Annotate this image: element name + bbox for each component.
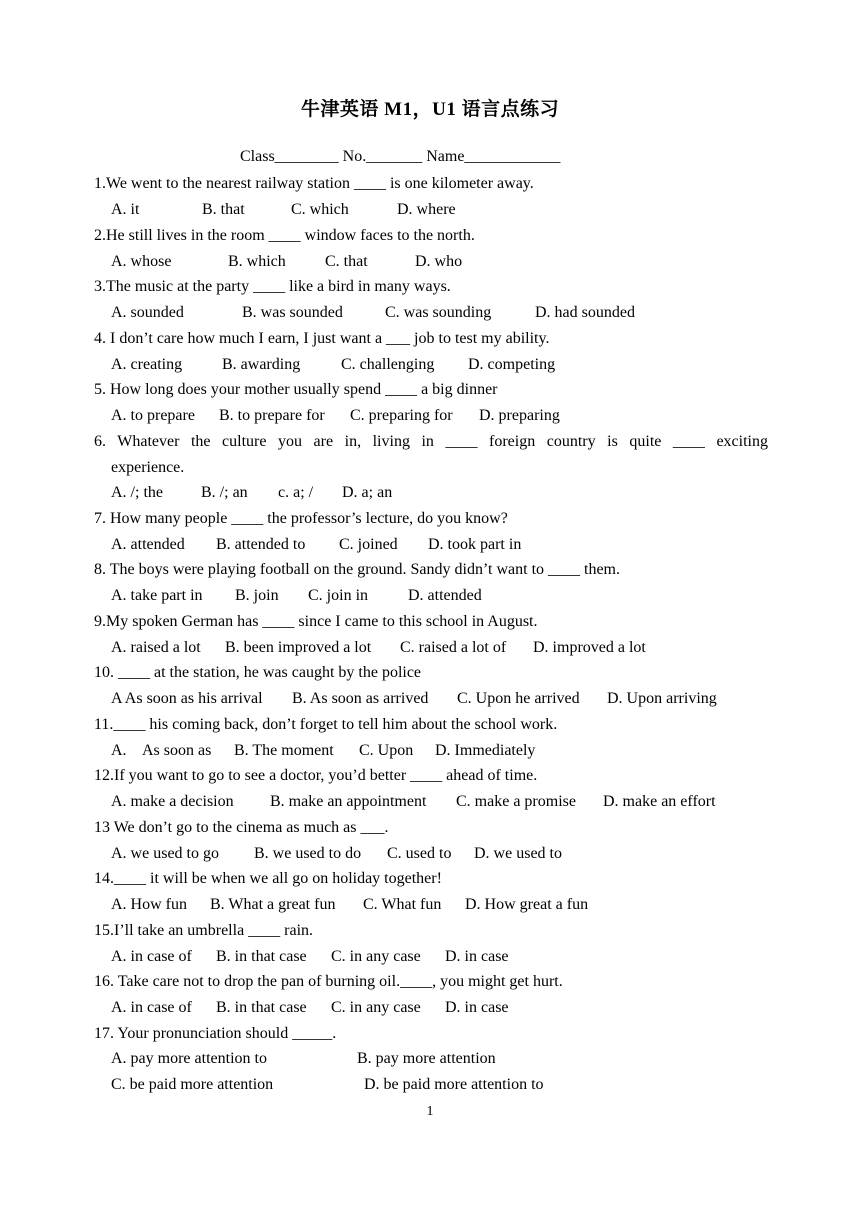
question-16: 16. Take care not to drop the pan of burning oil.____, you might get hurt. xyxy=(94,973,563,990)
option-d: D. took part in xyxy=(428,536,522,553)
option-a: A. whose xyxy=(111,253,172,270)
page-title: 牛津英语 M1，U1 语言点练习 xyxy=(300,99,560,120)
option-c: C. raised a lot of xyxy=(400,639,507,656)
option-a: As soon as xyxy=(142,742,212,759)
option-d: D. make an effort xyxy=(603,793,716,810)
option-a: A. attended xyxy=(111,536,185,553)
option-b: B. to prepare for xyxy=(219,407,325,424)
option-c: C. preparing for xyxy=(350,407,453,424)
option-c: C. Upon xyxy=(359,742,414,759)
option-d: D. competing xyxy=(468,356,556,373)
option-d: D. we used to xyxy=(474,845,562,862)
option-c: C. in any case xyxy=(331,999,421,1016)
question-11: 11.____ his coming back, don’t forget to tell him about the school work. xyxy=(94,716,558,733)
question-10: 10. ____ at the station, he was caught by the police xyxy=(94,664,422,681)
option-b: B. was sounded xyxy=(242,304,343,321)
option-b: B. been improved a lot xyxy=(225,639,372,656)
option-a: A. we used to go xyxy=(111,845,219,862)
option-c: C. which xyxy=(291,201,349,218)
option-c: c. a; / xyxy=(278,484,314,501)
option-d: D. improved a lot xyxy=(533,639,646,656)
question-12: 12.If you want to go to see a doctor, you’d better ____ ahead of time. xyxy=(94,767,538,784)
option-a: A. sounded xyxy=(111,304,184,321)
question-1: 1.We went to the nearest railway station ____ is one kilometer away. xyxy=(94,175,534,192)
option-a: A As soon as his arrival xyxy=(111,690,263,707)
option-b: B. awarding xyxy=(222,356,301,373)
option-a: A. creating xyxy=(111,356,183,373)
option-b: B. attended to xyxy=(216,536,306,553)
option-a: A. take part in xyxy=(111,587,203,604)
option-b: B. we used to do xyxy=(254,845,362,862)
page-number: 1 xyxy=(426,1104,434,1119)
option-d: D. Immediately xyxy=(435,742,536,759)
option-d: D. Upon arriving xyxy=(607,690,717,707)
option-c: C. used to xyxy=(387,845,452,862)
question-4: 4. I don’t care how much I earn, I just want a ___ job to test my ability. xyxy=(94,330,550,347)
option-b: B. The moment xyxy=(234,742,334,759)
option-b: B. join xyxy=(235,587,279,604)
option-a: A. in case of xyxy=(111,999,192,1016)
option-d: D. a; an xyxy=(342,484,393,501)
question-7: 7. How many people ____ the professor’s lecture, do you know? xyxy=(94,510,508,527)
option-a: A. /; the xyxy=(111,484,163,501)
option-d: D. be paid more attention to xyxy=(364,1076,544,1093)
option-c: C. join in xyxy=(308,587,369,604)
question-2: 2.He still lives in the room ____ window faces to the north. xyxy=(94,227,475,244)
question-5: 5. How long does your mother usually spend ____ a big dinner xyxy=(94,381,498,398)
option-b: B. make an appointment xyxy=(270,793,427,810)
question-17: 17. Your pronunciation should _____. xyxy=(94,1025,337,1042)
option-c: C. make a promise xyxy=(456,793,576,810)
option-c: C. be paid more attention xyxy=(111,1076,274,1093)
question-14: 14.____ it will be when we all go on holiday together! xyxy=(94,870,442,887)
question-6-continuation: experience. xyxy=(111,459,185,476)
option-c: C. Upon he arrived xyxy=(457,690,580,707)
option-c: C. that xyxy=(325,253,368,270)
option-d: D. in case xyxy=(445,948,509,965)
option-c: C. challenging xyxy=(341,356,435,373)
option-c: C. in any case xyxy=(331,948,421,965)
option-a: A. raised a lot xyxy=(111,639,201,656)
option-d: D. attended xyxy=(408,587,482,604)
option-a: A. in case of xyxy=(111,948,192,965)
question-9: 9.My spoken German has ____ since I came to this school in August. xyxy=(94,613,538,630)
option-d: D. preparing xyxy=(479,407,560,424)
option-a: A. How fun xyxy=(111,896,187,913)
option-c: C. was sounding xyxy=(385,304,492,321)
question-6: 6. Whatever the culture you are in, living in ____ foreign country is quite ____ exciting xyxy=(94,433,768,450)
option-a: A. pay more attention to xyxy=(111,1050,267,1067)
option-c: C. joined xyxy=(339,536,398,553)
option-d: D. had sounded xyxy=(535,304,635,321)
question-13: 13 We don’t go to the cinema as much as ___. xyxy=(94,819,389,836)
option-d: D. in case xyxy=(445,999,509,1016)
option-b: B. in that case xyxy=(216,999,307,1016)
option-b: B. What a great fun xyxy=(210,896,336,913)
option-b: B. that xyxy=(202,201,245,218)
option-b: B. in that case xyxy=(216,948,307,965)
option-c: C. What fun xyxy=(363,896,442,913)
option-d: D. where xyxy=(397,201,456,218)
option-b: B. pay more attention xyxy=(357,1050,496,1067)
option-b: B. As soon as arrived xyxy=(292,690,429,707)
question-3: 3.The music at the party ____ like a bird in many ways. xyxy=(94,278,451,295)
option-a: A. to prepare xyxy=(111,407,195,424)
option-d: D. How great a fun xyxy=(465,896,589,913)
option-a: A. make a decision xyxy=(111,793,234,810)
question-15: 15.I’ll take an umbrella ____ rain. xyxy=(94,922,314,939)
option-d: D. who xyxy=(415,253,463,270)
option-a: A. it xyxy=(111,201,140,218)
question-8: 8. The boys were playing football on the ground. Sandy didn’t want to ____ them. xyxy=(94,561,620,578)
option-b: B. which xyxy=(228,253,286,270)
option-a-letter: A. xyxy=(111,742,127,759)
student-info-line: Class________ No._______ Name____________ xyxy=(240,148,561,165)
option-b: B. /; an xyxy=(201,484,248,501)
